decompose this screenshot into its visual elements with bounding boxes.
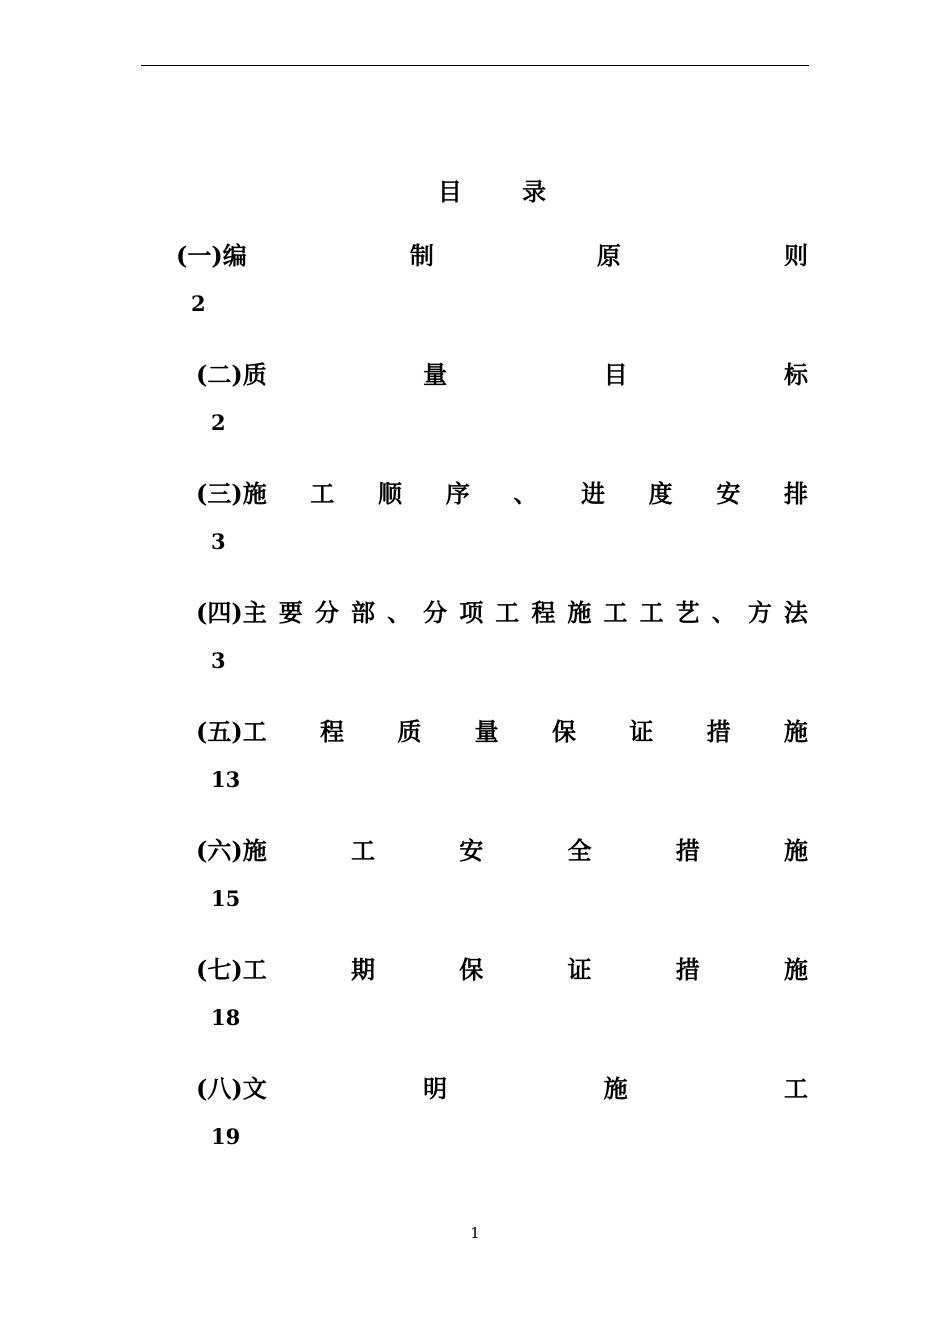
toc-entry-char: 施 [603, 1074, 628, 1103]
toc-entry-char: 项 [459, 598, 484, 627]
toc-entry-char: 保 [551, 717, 576, 746]
toc-entry-title [196, 478, 808, 510]
toc-entry[interactable] [196, 835, 808, 913]
toc-entry-title [196, 835, 808, 867]
toc-entry-prefix: (一)编 [176, 241, 247, 270]
toc-entry-char: 程 [320, 717, 345, 746]
toc-entry-page-number: 3 [211, 648, 226, 673]
toc-entry-char: 目 [603, 360, 628, 389]
toc-entry-char: 工 [310, 479, 335, 508]
toc-entry-page-number: 3 [211, 529, 226, 554]
toc-entry[interactable] [196, 1073, 808, 1151]
toc-entry-char: 措 [706, 717, 731, 746]
toc-entry-char: 方 [747, 598, 772, 627]
toc-entry-page-number: 2 [191, 291, 206, 316]
toc-entry-char: 制 [409, 241, 434, 270]
toc-entry-title [196, 1073, 808, 1105]
toc-entry-char: 措 [675, 836, 700, 865]
toc-entry-char: 分 [423, 598, 448, 627]
toc-entry-char: 安 [716, 479, 741, 508]
toc-entry-char: 证 [629, 717, 654, 746]
toc-entry-char: 工 [783, 1074, 808, 1103]
toc-title: 目 录 [437, 177, 573, 206]
toc-entry-char: 、 [387, 598, 412, 627]
toc-entry[interactable] [196, 597, 808, 675]
toc-entry-prefix: (二)质 [196, 360, 267, 389]
page-number: 1 [470, 1224, 480, 1242]
toc-entry-title [176, 240, 808, 272]
toc-entry-char: 艺 [675, 598, 700, 627]
toc-entry-char: 排 [783, 479, 808, 508]
toc-entry-char: 施 [567, 598, 592, 627]
toc-entry-prefix: (六)施 [196, 836, 267, 865]
toc-entry-char: 安 [459, 836, 484, 865]
toc-entry-prefix: (四)主 [196, 598, 267, 627]
toc-entry-title [196, 716, 808, 748]
toc-entry-char: 法 [783, 598, 808, 627]
toc-entry-char: 程 [531, 598, 556, 627]
toc-entry-page-number: 18 [211, 1005, 241, 1030]
toc-entry-char: 工 [350, 836, 375, 865]
toc-entry-page-number: 19 [211, 1124, 241, 1149]
toc-entry-title [196, 954, 808, 986]
toc-entry-prefix: (七)工 [196, 955, 267, 984]
toc-entry-char: 要 [278, 598, 303, 627]
toc-entry-title [196, 359, 808, 391]
toc-entry-char: 进 [581, 479, 605, 508]
toc-entry-char: 全 [567, 836, 592, 865]
toc-entry-char: 、 [513, 479, 538, 508]
toc-entry-page-number: 13 [211, 767, 241, 792]
toc-entry-char: 施 [783, 717, 808, 746]
toc-entry-char: 序 [445, 479, 470, 508]
toc-entry-char: 期 [350, 955, 375, 984]
toc-entry-char: 工 [495, 598, 520, 627]
toc-entry-char: 度 [648, 479, 673, 508]
toc-entry-char: 量 [474, 717, 499, 746]
toc-entry-prefix: (五)工 [196, 717, 267, 746]
toc-entry-char: 分 [314, 598, 339, 627]
toc-entry-char: 措 [675, 955, 700, 984]
toc-entry-char: 原 [596, 241, 621, 270]
toc-entry-char: 工 [639, 598, 664, 627]
toc-entry-char: 、 [711, 598, 736, 627]
toc-entry-char: 则 [784, 241, 808, 270]
toc-entry-char: 施 [783, 955, 808, 984]
toc-entry-prefix: (八)文 [196, 1074, 267, 1103]
toc-entry-title [196, 597, 808, 629]
toc-entry-char: 施 [783, 836, 808, 865]
toc-entry-char: 明 [423, 1074, 448, 1103]
toc-entry-char: 质 [397, 717, 422, 746]
toc-entry[interactable] [196, 954, 808, 1032]
toc-entry-char: 保 [459, 955, 484, 984]
toc-entry[interactable] [176, 240, 808, 318]
header-rule [141, 65, 809, 66]
toc-entry-prefix: (三)施 [196, 479, 267, 508]
toc-entry-page-number: 2 [211, 410, 226, 435]
toc-entry-char: 标 [783, 360, 808, 389]
toc-entry-char: 部 [350, 598, 375, 627]
toc-entry[interactable] [196, 478, 808, 556]
toc-entry-char: 工 [603, 598, 628, 627]
toc-entry-char: 证 [567, 955, 592, 984]
toc-entry-char: 量 [423, 360, 448, 389]
toc-entry-char: 顺 [378, 479, 403, 508]
toc-entry-page-number: 15 [211, 886, 241, 911]
toc-entry[interactable] [196, 716, 808, 794]
toc-entry[interactable] [196, 359, 808, 437]
